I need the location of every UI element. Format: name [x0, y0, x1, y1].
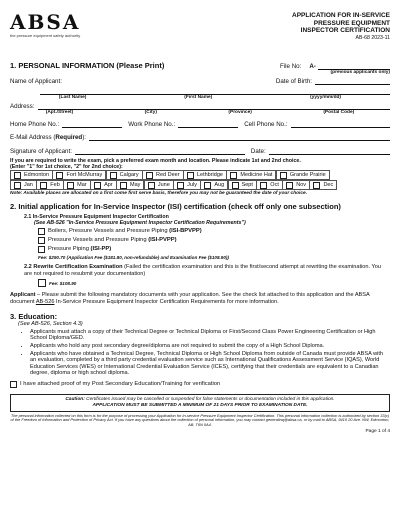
form-title: APPLICATION FOR IN-SERVICE PRESSURE EQUIPMENT INSPECTOR CERTIFICATION AB-68 2023-11	[292, 12, 390, 41]
month-choice-label: Oct	[270, 182, 279, 189]
location-choice-label: Red Deer	[156, 172, 180, 178]
month-choice[interactable]	[36, 180, 63, 190]
name-field[interactable]	[40, 87, 390, 95]
fee-1: Fee: $290.70 (Application Fee ($181.80, non-refundable) and Examination Fee ($108.90))	[38, 254, 229, 260]
page-number: Page 1 of 4	[365, 428, 390, 434]
pp-checkbox[interactable]	[38, 246, 45, 253]
form-page: ABSA the pressure equipment safety authority APPLICATION FOR IN-SERVICE PRESSURE EQUIPMENT INSPECTOR CERTIFICATION AB-68 2023-11 1. PERSONAL INFORMATION (Please Print) File No: A- (previous applicants only) Name of Applicant: Date of Birth: (Last Name) (First Name) (yyyy/mm/dd) Address: (Apt./Street) (City) (Province) (Postal Code) Home Phone No.: Work Phone No.: Cell Phone No.: E-Mail Address ( Required ): Signature of Applicant: Date: If you are required to write the exam, pick a preferred exam month and location. Please indicate 1st and 2nd choice. (Enter "1" for 1st choice, "2" for 2nd choice): Edmonton Fort McMurray Calgary Red Deer Lethbridge Medicine Hat Grande Prairie Jan Feb Mar Apr May June July Aug Sept Oct Nov Dec Note: Available places are allocated on a first come first serve basis, therefore you may not be guaranteed the date of your choice. 2. Initial application for In-Service Inspector (ISI) certification (check off only one subsection) 2.1 In-Service Pressure Equipment Inspector Certification (See AB-526 "In-Service Pressure Equipment Inspector Certification Requirements") Boilers, Pressure Vessels and Pressure Piping (ISI-BPVPP) Pressure Vessels and Pressure Piping (ISI-PVPP) Pressure Piping (ISI-PP) Fee: $290.70 (Application Fee ($181.80, non-refundable) and Examination Fee ($108.90)) 2.2 Rewrite Certification Examination (Failed the certification examination and this is the first/second attempt at rewriting the examination. You are not required to resubmit your documentation) Fee: $108.90 Applicant – Please submit the following mandatory documents with your application. See the check list attached to this application and the ABSA document AB-526 In-Service Pressure Equipment Inspector Certification Requirements for more information. 3. Education: (See AB-526, Section 4.3) • Applicants must attach a copy of their Technical Degree or Technical Diploma or First/Second Class Power Engineering Certification or High School Diploma/GED. • Applicants who hold any post secondary degree/diploma are not required to submit the copy of a High School Diploma. • Applicants who have obtained a Technical Degree, Technical Diploma or High School Diploma from outside of Canada must provide ABSA with an evaluation, completed by a third party credential evaluation service such as International Qualifications Assessment Service (IQAS), World Education Services (WES) or International Credential Evaluation Service (ICES), certifying that their credentials are equivalent to a Canadian degree, diploma or high school diploma. I have attached proof of my Post Secondary Education/Training for verification Caution: Certificates issued may be cancelled or suspended for false statements or documentation included in this application. APPLICATION MUST BE SUBMITTED A MINIMUM OF 21 DAYS PRIOR TO EXAMINATION DATE. The personal information collected on this form is for the purpose of processing your Application for In-service Pressure Equipment Inspector Certification. This personal information collection is authorized by section 33(c) of the Freedom of Information and Protection of Privacy Act. If you have any questions about the collection of personal information, you may contact generalinq@absa.ca, or by mail to ABSA, 9410 20 Ave. NW, Edmonton, AB, T6N 0A4. Page 1 of 4	[10, 0, 390, 434]
exam-note: If you are required to write the exam, pick a preferred exam month and location. Please indicate 1st and 2nd choice.	[10, 158, 301, 164]
section-3-heading: 3. Education:	[10, 312, 58, 321]
location-choice-box[interactable]	[230, 172, 237, 179]
bpvpp-checkbox[interactable]	[38, 228, 45, 235]
location-choice[interactable]	[142, 170, 184, 180]
section-1-heading: 1. PERSONAL INFORMATION (Please Print)	[10, 61, 165, 70]
list-item: • Applicants must attach a copy of their Technical Degree or Technical Diploma or First/Second Class Power Engineering Certification or High School Diploma/GED.	[30, 329, 390, 342]
list-item: • Applicants who have obtained a Technical Degree, Technical Diploma or High School Diploma from outside of Canada must provide ABSA with an evaluation, completed by a third party credential evaluation service such as International Qualifications Assessment Service (IQAS), World Education Services (WES) or International Credential Evaluation Service (ICES), certifying that their credentials are equivalent to a Canadian degree, diploma or high school diploma.	[30, 351, 390, 377]
prev-note: (previous applicants only)	[330, 70, 390, 75]
logo-tagline: the pressure equipment safety authority	[10, 33, 81, 38]
month-choice-box[interactable]	[120, 182, 127, 189]
file-no-field[interactable]	[318, 62, 390, 70]
location-choice[interactable]	[106, 170, 143, 180]
location-choice[interactable]	[183, 170, 227, 180]
location-choice[interactable]	[276, 170, 330, 180]
location-choice-box[interactable]	[14, 172, 21, 179]
pvpp-checkbox[interactable]	[38, 237, 45, 244]
section-2-heading: 2. Initial application for In-Service Inspector (ISI) certification (check off only one subsection)	[10, 201, 341, 211]
address-label: Address:	[10, 103, 35, 110]
location-choice-label: Grande Prairie	[289, 172, 326, 178]
month-choice[interactable]	[173, 180, 201, 190]
rewrite-checkbox[interactable]	[38, 279, 46, 287]
ab-526-link[interactable]: AB-526	[35, 299, 55, 306]
month-choice-box[interactable]	[313, 182, 320, 189]
month-choice-label: Aug	[214, 182, 225, 189]
dob-label: Date of Birth:	[275, 78, 312, 85]
month-choice-box[interactable]	[67, 182, 74, 189]
month-choice[interactable]	[282, 180, 310, 190]
month-choice-box[interactable]	[232, 182, 239, 189]
month-choice-label: Mar	[77, 182, 87, 189]
month-choice[interactable]	[256, 180, 283, 190]
month-choice-box[interactable]	[148, 182, 155, 189]
month-choice-label: Sept	[241, 182, 253, 189]
month-choice-label: Jan	[24, 182, 33, 189]
date-field[interactable]	[269, 147, 390, 155]
location-choice[interactable]	[10, 170, 53, 180]
work-phone-field[interactable]	[178, 120, 238, 128]
email-field[interactable]	[89, 133, 390, 141]
education-proof-checkbox[interactable]	[10, 381, 17, 388]
dob-field[interactable]	[315, 77, 390, 85]
month-choice-box[interactable]	[14, 182, 21, 189]
location-choice-label: Calgary	[119, 172, 139, 178]
name-label: Name of Applicant:	[10, 78, 62, 85]
location-choice-box[interactable]	[110, 172, 117, 179]
month-choice-label: July	[187, 182, 197, 189]
location-choice-box[interactable]	[56, 172, 63, 179]
month-choice[interactable]	[63, 180, 90, 190]
month-choice[interactable]	[90, 180, 117, 190]
month-choice[interactable]	[228, 180, 257, 190]
month-choice-box[interactable]	[40, 182, 47, 189]
month-choice-box[interactable]	[260, 182, 267, 189]
privacy-notice: The personal information collected on this form is for the purpose of processing your Application for In-service Pressure Equipment Inspector Certification. This personal information collection is authorized by section 33(c) of the Freedom of Information and Protection of Privacy Act. If you have any questions about the collection of personal information, you may contact generalinq@absa.ca, or by mail to ABSA, 9410 20 Ave. NW, Edmonton, AB, T6N 0A4.	[10, 412, 390, 428]
address-field[interactable]	[38, 102, 390, 110]
signature-field[interactable]	[75, 147, 245, 155]
month-choice-box[interactable]	[204, 182, 211, 189]
absa-logo: ABSA	[10, 10, 81, 34]
month-choice-box[interactable]	[286, 182, 293, 189]
caution-box: Caution: Certificates issued may be cancelled or suspended for false statements or documentation included in this application. APPLICATION MUST BE SUBMITTED A MINIMUM OF 21 DAYS PRIOR TO EXAMINATION DATE.	[10, 394, 390, 412]
list-item: • Applicants who hold any post secondary degree/diploma are not required to submit the copy of a High School Diploma.	[30, 343, 390, 350]
location-choice[interactable]	[52, 170, 106, 180]
month-choice-box[interactable]	[177, 182, 184, 189]
month-choices	[10, 180, 390, 189]
file-no-label: File No:	[280, 63, 302, 70]
header	[10, 12, 390, 50]
location-choice-box[interactable]	[187, 172, 194, 179]
month-choice-label: June	[157, 182, 170, 189]
month-choice[interactable]	[200, 180, 228, 190]
month-choice[interactable]	[10, 180, 37, 190]
education-list	[10, 329, 390, 377]
location-choice-label: Medicine Hat	[240, 172, 273, 178]
location-choice-label: Lethbridge	[196, 172, 223, 178]
month-choice[interactable]	[309, 180, 337, 190]
month-choice-label: Nov	[296, 182, 307, 189]
location-choice-label: Edmonton	[24, 172, 50, 178]
form-code: AB-68 2023-11	[355, 34, 390, 41]
month-choice-label: Dec	[323, 182, 334, 189]
cell-phone-field[interactable]	[291, 120, 390, 128]
availability-note: Note: Available places are allocated on a first come first serve basis, therefore you may not be guaranteed the date of your choice.	[10, 190, 308, 196]
month-choice-box[interactable]	[94, 182, 101, 189]
location-choice[interactable]	[226, 170, 276, 180]
location-choice-label: Fort McMurray	[66, 172, 103, 178]
month-choice[interactable]	[116, 180, 144, 190]
applicant-note: Applicant – Please submit the following mandatory documents with your application. See the check list attached to this application and the ABSA document AB-526 In-Service Pressure Equipment Inspector Certification Requirements for more information.	[10, 292, 370, 306]
month-choice-label: May	[130, 182, 141, 189]
month-choice[interactable]	[144, 180, 174, 190]
month-choice-label: Apr	[104, 182, 113, 189]
location-choices	[10, 170, 390, 179]
home-phone-field[interactable]	[62, 120, 122, 128]
month-choice-label: Feb	[50, 182, 60, 189]
location-choice-box[interactable]	[146, 172, 153, 179]
location-choice-box[interactable]	[280, 172, 287, 179]
